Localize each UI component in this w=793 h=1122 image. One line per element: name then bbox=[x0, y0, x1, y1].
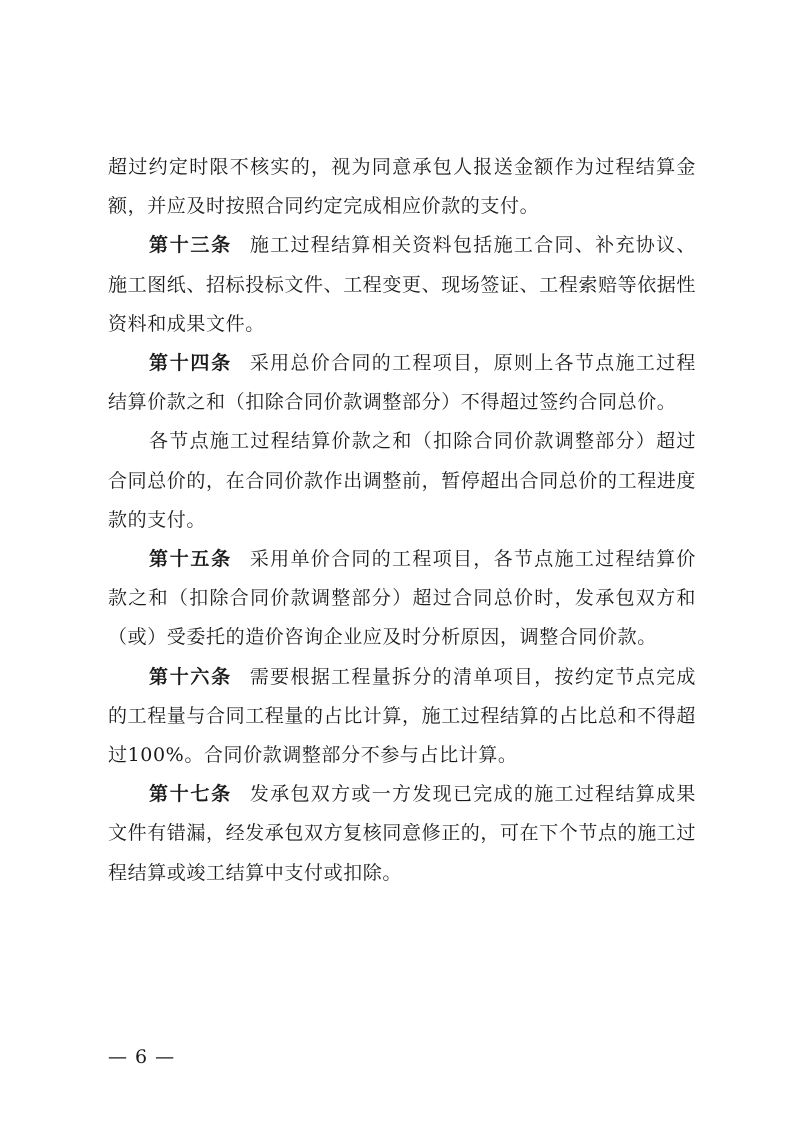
article-title: 第十四条 bbox=[149, 352, 232, 375]
page-number: — 6 — bbox=[108, 1046, 176, 1068]
article-17 bbox=[108, 775, 696, 893]
paragraph-text: 超过约定时限不核实的，视为同意承包人报送金额作为过程结算金额，并应及时按照合同约定完成相应价款的支付。 bbox=[108, 156, 696, 218]
article-title: 第十三条 bbox=[149, 234, 232, 257]
paragraph-continuation bbox=[108, 148, 696, 226]
article-15 bbox=[108, 540, 696, 658]
paragraph-text: 各节点施工过程结算价款之和（扣除合同价款调整部分）超过合同总价的，在合同价款作出调整前，暂停超出合同总价的工程进度款的支付。 bbox=[108, 430, 697, 531]
article-14 bbox=[108, 344, 696, 422]
article-14-paragraph-2 bbox=[108, 422, 696, 540]
paragraph-text: 施工过程结算相关资料包括施工合同、补充协议、施工图纸、招标投标文件、工程变更、现场签证、工程索赔等依据性资料和成果文件。 bbox=[108, 234, 697, 335]
document-body bbox=[108, 148, 696, 893]
paragraph-text: 需要根据工程量拆分的清单项目，按约定节点完成的工程量与合同工程量的占比计算，施工过程结算的占比总和不得超过100%。合同价款调整部分不参与占比计算。 bbox=[108, 665, 697, 767]
article-title: 第十五条 bbox=[149, 548, 232, 571]
paragraph-text: 发承包双方或一方发现已完成的施工过程结算成果文件有错漏，经发承包双方复核同意修正的，可在下个节点的施工过程结算或竣工结算中支付或扣除。 bbox=[108, 783, 697, 884]
article-16 bbox=[108, 658, 696, 776]
paragraph-text: 采用单价合同的工程项目，各节点施工过程结算价款之和（扣除合同价款调整部分）超过合同总价时，发承包双方和（或）受委托的造价咨询企业应及时分析原因，调整合同价款。 bbox=[108, 548, 696, 649]
paragraph-text: 采用总价合同的工程项目，原则上各节点施工过程结算价款之和（扣除合同价款调整部分）不得超过签约合同总价。 bbox=[108, 352, 696, 414]
article-title: 第十七条 bbox=[149, 783, 232, 806]
article-title: 第十六条 bbox=[149, 665, 232, 688]
article-13 bbox=[108, 226, 696, 344]
